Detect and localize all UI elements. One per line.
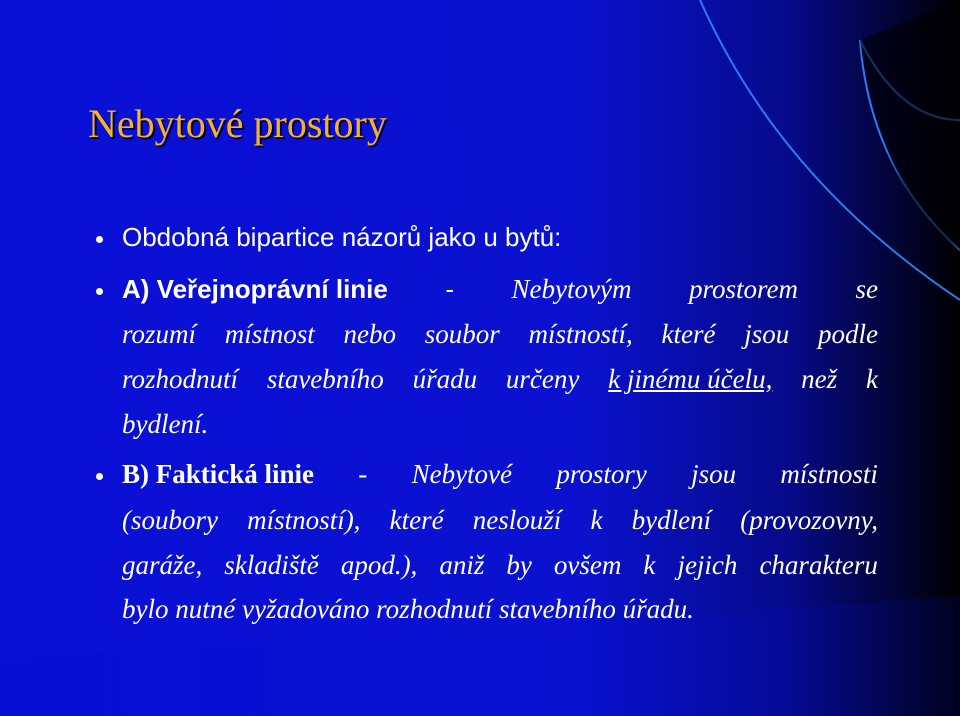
text-word: které [389,505,444,535]
text-word: podle [817,319,878,349]
dash: - [358,459,368,489]
text-word: apod.), [340,550,418,580]
bullet-2-line-4: bydlení. [122,409,209,439]
text-word: stavebního [266,364,384,394]
text-word: (provozovny, [740,505,878,535]
bullet-2-line-2 [122,319,878,350]
text-word: místností, [528,319,633,349]
bullet-point [96,473,103,480]
bullet-3-line-2 [122,505,878,536]
section-b-label: B) Faktická linie [122,459,315,489]
text-word: určeny [505,364,580,394]
text-word: (soubory [122,505,218,535]
section-a-label: A) Veřejnoprávní linie [122,274,388,304]
bullet-point [96,236,103,243]
text-word: neslouží [472,505,562,535]
text-word: k [865,364,878,394]
text-word: charakteru [759,550,878,580]
text-word: než [801,364,838,394]
slide-title: Nebytové prostory [88,101,387,146]
text-word: by [506,550,532,580]
text-word: prostory [556,459,647,489]
text-word: bydlení [631,505,712,535]
text-word: místnost [224,319,315,349]
text-word: soubor [424,319,500,349]
text-word: k [590,505,603,535]
text-word: k [643,550,656,580]
text-word: jsou [744,319,790,349]
bullet-3-line-3 [122,550,878,581]
text-word: jejich [677,550,738,580]
text-word: Nebytovým [511,274,632,304]
text-word: rozhodnutí [122,364,239,394]
dash: - [445,274,455,304]
text-word: aniž [439,550,485,580]
bullet-1-text: Obdobná bipartice názorů jako u bytů: [122,222,562,252]
text-word: úřadu [412,364,478,394]
text-word: ovšem [553,550,622,580]
text-word: rozumí [122,319,197,349]
bullet-3-line-1 [122,459,878,490]
bullet-3-line-4: bylo nutné vyžadováno rozhodnutí stavebního úřadu. [122,594,694,624]
text-word: prostorem [688,274,798,304]
text-word: místnosti [780,459,878,489]
bullet-2-line-1 [122,274,878,305]
bullet-point [96,288,103,295]
text-word: které [661,319,716,349]
underlined-phrase: k jinému účelu, [608,364,773,394]
text-word: jsou [691,459,737,489]
text-word: místností), [247,505,361,535]
text-word: garáže, [122,550,203,580]
text-word: nebo [343,319,396,349]
bullet-2-line-3 [122,364,878,395]
text-word: Nebytové [411,459,513,489]
text-word: skladiště [224,550,319,580]
text-word: se [855,274,878,304]
